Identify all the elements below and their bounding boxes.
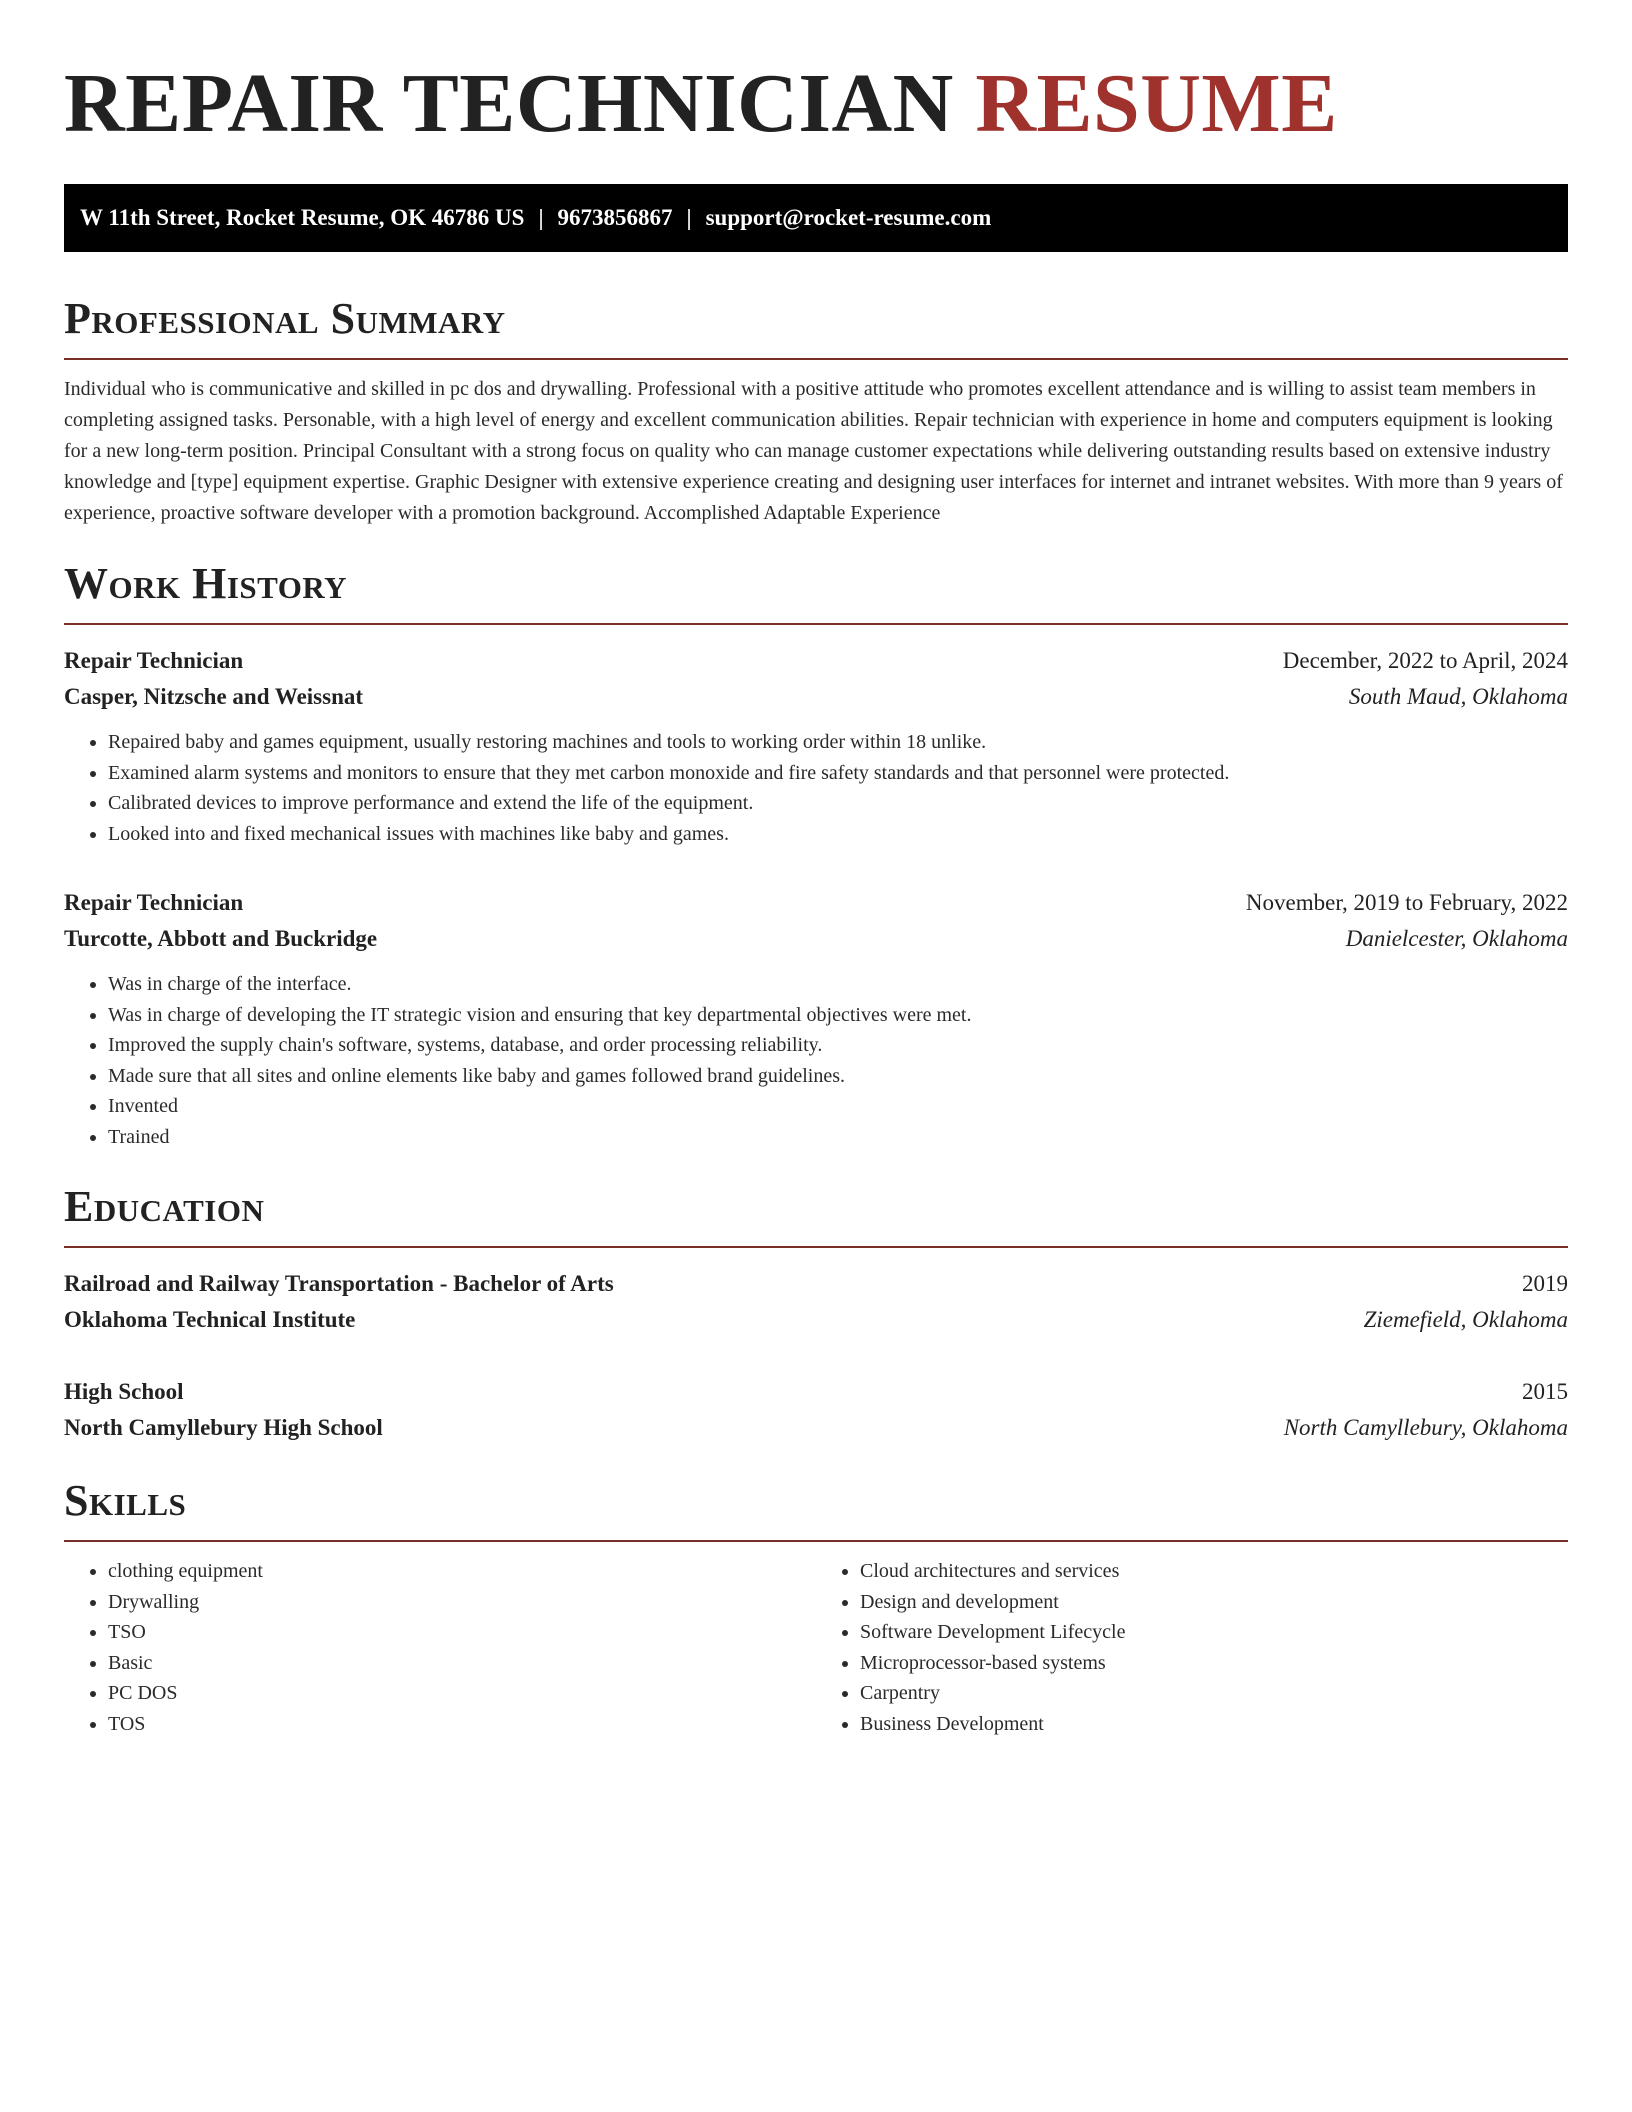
education-degree: High School xyxy=(64,1379,184,1404)
skill-item: • TSO xyxy=(108,1617,816,1648)
skill-item: • Microprocessor-based systems xyxy=(860,1648,1568,1679)
skills-list-left xyxy=(64,1556,816,1739)
education-school: Oklahoma Technical Institute xyxy=(64,1307,356,1332)
summary-text: Individual who is communicative and skilled in pc dos and drywalling. Professional with a positive attitude who promotes excellent attendance and is willing to assist team members in completing assigned tasks. Personable, with a high level of energy and excellent communication abilities. Repair technician with experience in home and computers equipment is looking for a new long-term position. Principal Consultant with a strong focus on quality who can manage customer expectations while delivering outstanding results based on extensive industry knowledge and [type] equipment expertise. Graphic Designer with extensive experience creating and designing user interfaces for internet and intranet websites. With more than 9 years of experience, proactive software developer with a promotion background. Accomplished Adaptable Experience xyxy=(64,378,1563,524)
job-company-row xyxy=(64,921,1568,957)
job-bullets xyxy=(64,727,1568,849)
section-heading-education: Education xyxy=(64,1182,1568,1248)
job-title: Repair Technician xyxy=(64,648,244,673)
contact-bar xyxy=(64,184,1568,252)
work-history-section xyxy=(64,559,1568,1152)
contact-separator: | xyxy=(686,205,692,230)
job-bullet: • Made sure that all sites and online elements like baby and games followed brand guidelines. xyxy=(108,1061,1568,1092)
skill-item: • Business Development xyxy=(860,1709,1568,1740)
education-degree: Railroad and Railway Transportation - Bachelor of Arts xyxy=(64,1271,614,1296)
contact-email: support@rocket-resume.com xyxy=(705,205,992,230)
job-bullet: • Trained xyxy=(108,1122,1568,1153)
contact-address: W 11th Street, Rocket Resume, OK 46786 US xyxy=(80,205,525,230)
job-bullets xyxy=(64,969,1568,1152)
job-header-row xyxy=(64,885,1568,921)
education-school-row xyxy=(64,1410,1568,1446)
job-bullet: • Was in charge of the interface. xyxy=(108,969,1568,1000)
education-header-row xyxy=(64,1374,1568,1410)
education-header-row xyxy=(64,1266,1568,1302)
skills-list-right xyxy=(816,1556,1568,1739)
education-location: Ziemefield, Oklahoma xyxy=(1363,1307,1568,1332)
skill-item: • Software Development Lifecycle xyxy=(860,1617,1568,1648)
job-bullet: • Repaired baby and games equipment, usually restoring machines and tools to working order within 18 unlike. xyxy=(108,727,1568,758)
job-header-row xyxy=(64,643,1568,679)
job-entry xyxy=(64,643,1568,849)
job-dates: November, 2019 to February, 2022 xyxy=(1245,890,1568,915)
job-company: Casper, Nitzsche and Weissnat xyxy=(64,684,364,709)
skills-section xyxy=(64,1476,1568,1739)
job-location: Danielcester, Oklahoma xyxy=(1345,926,1568,951)
section-heading-work-history: Work History xyxy=(64,559,1568,625)
contact-separator: | xyxy=(538,205,544,230)
job-entry xyxy=(64,885,1568,1152)
education-location: North Camyllebury, Oklahoma xyxy=(1283,1415,1568,1440)
job-dates: December, 2022 to April, 2024 xyxy=(1282,648,1568,673)
education-section xyxy=(64,1182,1568,1446)
resume-title xyxy=(64,56,1568,152)
education-entry xyxy=(64,1266,1568,1338)
job-company-row xyxy=(64,679,1568,715)
section-heading-summary: Professional Summary xyxy=(64,294,1568,360)
summary-section xyxy=(64,294,1568,529)
skill-item: • Cloud architectures and services xyxy=(860,1556,1568,1587)
section-heading-skills: Skills xyxy=(64,1476,1568,1542)
education-school: North Camyllebury High School xyxy=(64,1415,383,1440)
education-entry xyxy=(64,1374,1568,1446)
job-title: Repair Technician xyxy=(64,890,244,915)
education-school-row xyxy=(64,1302,1568,1338)
education-year: 2015 xyxy=(1522,1379,1568,1404)
education-year: 2019 xyxy=(1522,1271,1568,1296)
skill-item: • Design and development xyxy=(860,1587,1568,1618)
job-bullet: • Was in charge of developing the IT strategic vision and ensuring that key departmental objectives were met. xyxy=(108,1000,1568,1031)
skill-item: • Basic xyxy=(108,1648,816,1679)
skill-item: • TOS xyxy=(108,1709,816,1740)
job-bullet: • Calibrated devices to improve performance and extend the life of the equipment. xyxy=(108,788,1568,819)
job-location: South Maud, Oklahoma xyxy=(1348,684,1568,709)
skills-columns xyxy=(64,1556,1568,1739)
contact-phone: 9673856867 xyxy=(557,205,673,230)
job-bullet: • Improved the supply chain's software, systems, database, and order processing reliability. xyxy=(108,1030,1568,1061)
job-company: Turcotte, Abbott and Buckridge xyxy=(64,926,378,951)
job-bullet: • Invented xyxy=(108,1091,1568,1122)
job-bullet: • Examined alarm systems and monitors to ensure that they met carbon monoxide and fire safety standards and that personnel were protected. xyxy=(108,758,1568,789)
skill-item: • Carpentry xyxy=(860,1678,1568,1709)
skill-item: • clothing equipment xyxy=(108,1556,816,1587)
job-bullet: • Looked into and fixed mechanical issues with machines like baby and games. xyxy=(108,819,1568,850)
title-accent: RESUME xyxy=(975,57,1338,150)
skill-item: • Drywalling xyxy=(108,1587,816,1618)
title-main: REPAIR TECHNICIAN xyxy=(64,57,954,150)
skill-item: • PC DOS xyxy=(108,1678,816,1709)
